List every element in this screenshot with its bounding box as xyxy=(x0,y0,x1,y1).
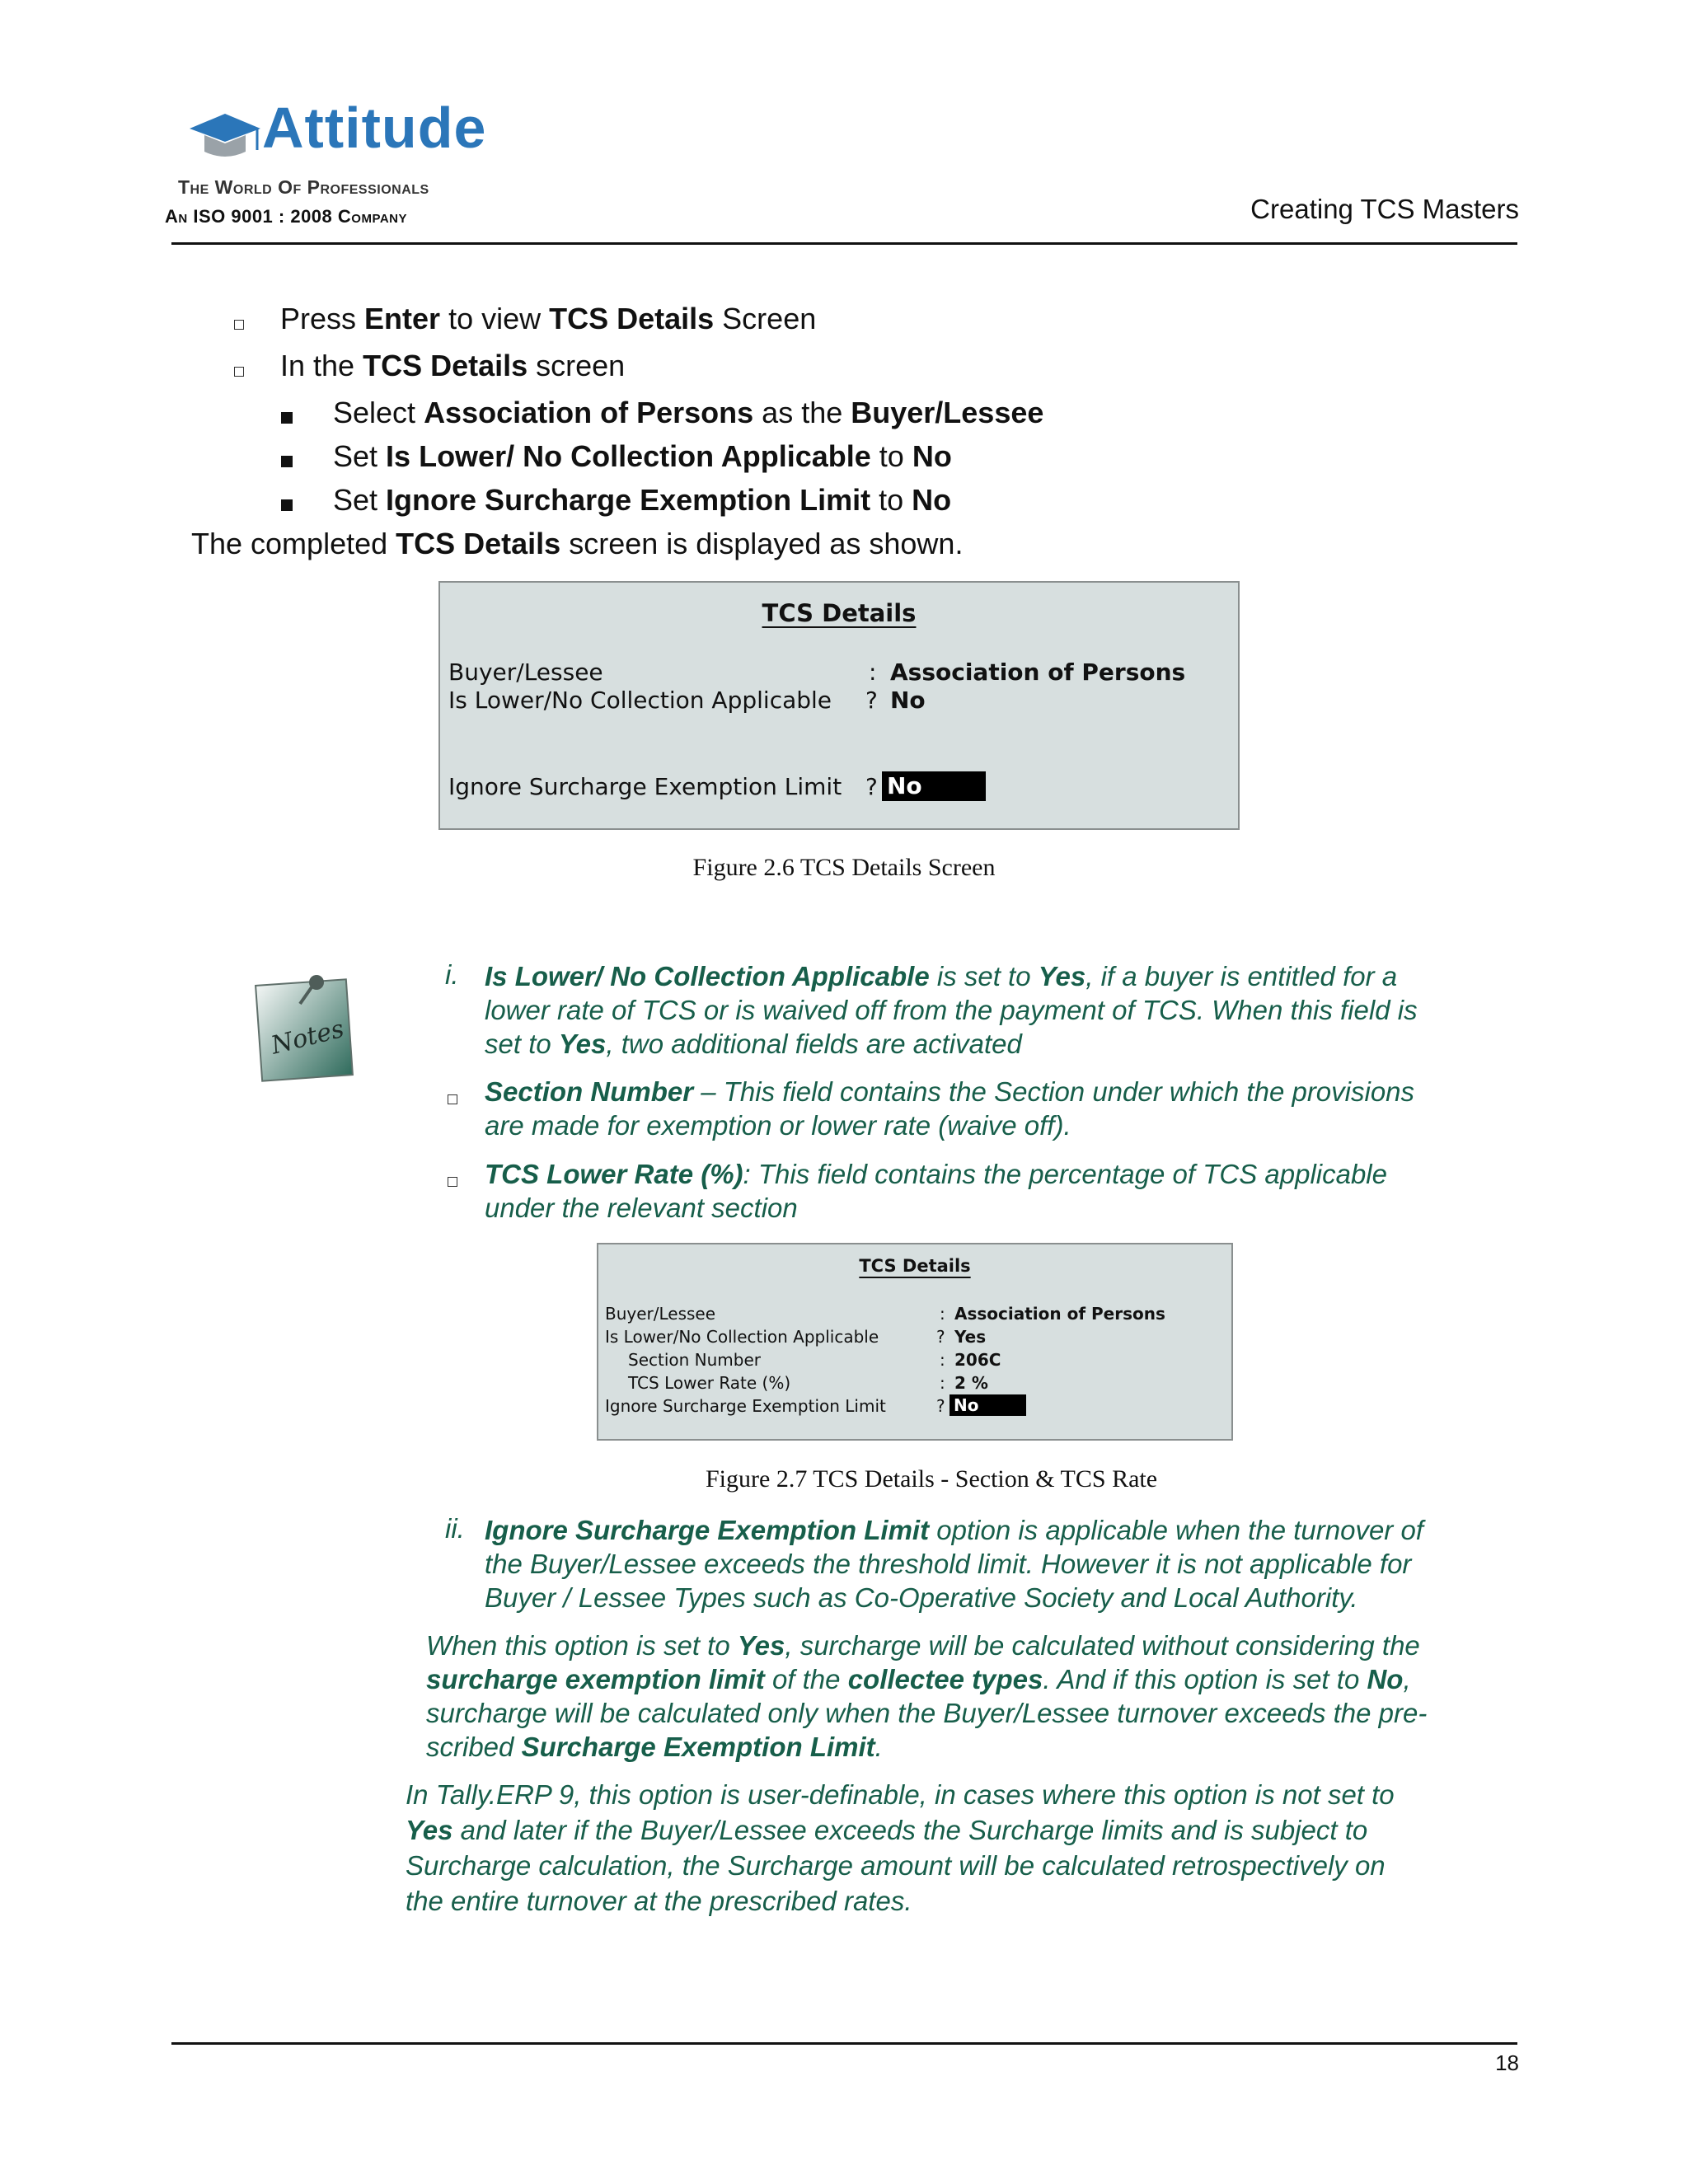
screen-title: TCS Details xyxy=(859,1256,971,1276)
solid-bullet-icon xyxy=(281,499,293,511)
substep-set-ignore-surcharge: Set Ignore Surcharge Exemption Limit to No xyxy=(333,483,952,517)
figure-caption: Figure 2.7 TCS Details - Section & TCS Rate xyxy=(706,1465,1158,1493)
field-separator: : xyxy=(940,1373,945,1393)
header-divider xyxy=(171,242,1517,245)
logo-certification: An ISO 9001 : 2008 Company xyxy=(165,206,408,227)
step-press-enter: Press Enter to view TCS Details Screen xyxy=(280,302,817,335)
field-value-ignore-surcharge-selected[interactable]: No xyxy=(882,771,986,801)
field-value-lower-collection[interactable]: Yes xyxy=(954,1327,987,1347)
solid-bullet-icon xyxy=(281,412,293,424)
field-value-tcs-lower-rate[interactable]: 2 % xyxy=(954,1373,988,1393)
square-bullet-icon xyxy=(448,1177,457,1187)
page-number: 18 xyxy=(1495,2050,1519,2075)
page-heading: Creating TCS Masters xyxy=(1250,194,1519,224)
note-ignore-surcharge: Ignore Surcharge Exemption Limit option is applicable when the turnover of the Buyer/Lessee exceeds the threshold limit. However it is not applicable for Buyer / Lessee Types such as Co-Operative Society and Local Authority. xyxy=(485,1515,1423,1613)
field-separator: ? xyxy=(936,1396,945,1416)
substep-set-lower-collection: Set Is Lower/ No Collection Applicable to No xyxy=(333,439,952,473)
field-value-lower-collection[interactable]: No xyxy=(890,687,926,714)
svg-text:Notes: Notes xyxy=(268,1014,347,1061)
field-separator: : xyxy=(940,1304,945,1324)
field-label-lower-collection: Is Lower/No Collection Applicable xyxy=(605,1327,879,1347)
note-surcharge-calculation: When this option is set to Yes, surcharge will be calculated without considering the surcharge exemption limit of the collectee types. And if this option is set to No, surcharge will be calculated only when the Buyer/Lessee turnover exceeds the pre- scribed Surcharge Exemption Limit. xyxy=(426,1630,1428,1762)
field-label-buyer-lessee: Buyer/Lessee xyxy=(448,658,603,686)
field-label-buyer-lessee: Buyer/Lessee xyxy=(605,1304,716,1324)
note-tally-erp: In Tally.ERP 9, this option is user-definable, in cases where this option is not set to Yes and later if the Buyer/Lessee exceeds the Surcharge limits and is subject to Surcharge calculation, the Surcharge amount will be calculated retrospectively on the entire turnover at the prescribed rates. xyxy=(406,1779,1395,1916)
field-separator: ? xyxy=(865,687,878,714)
completed-screen-sentence: The completed TCS Details screen is displayed as shown. xyxy=(191,527,964,560)
square-bullet-icon xyxy=(448,1094,457,1104)
field-label-ignore-surcharge: Ignore Surcharge Exemption Limit xyxy=(448,773,842,800)
field-separator: ? xyxy=(936,1327,945,1347)
field-value-buyer-lessee[interactable]: Association of Persons xyxy=(890,658,1186,686)
square-bullet-icon xyxy=(234,367,244,377)
graduation-cap-icon xyxy=(188,107,262,165)
solid-bullet-icon xyxy=(281,456,293,467)
field-value-ignore-surcharge-selected[interactable]: No xyxy=(950,1394,1026,1416)
screen-title: TCS Details xyxy=(762,599,917,627)
logo-wordmark: Attitude xyxy=(262,96,487,160)
field-label-section-number: Section Number xyxy=(628,1350,762,1370)
field-separator: : xyxy=(869,658,877,686)
field-label-tcs-lower-rate: TCS Lower Rate (%) xyxy=(628,1373,791,1393)
field-separator: ? xyxy=(865,773,878,800)
field-label-ignore-surcharge: Ignore Surcharge Exemption Limit xyxy=(605,1396,886,1416)
note-number: ii. xyxy=(445,1513,465,1544)
note-number: i. xyxy=(445,959,459,990)
notes-icon xyxy=(252,971,359,1086)
field-separator: : xyxy=(940,1350,945,1370)
square-bullet-icon xyxy=(234,320,244,330)
tcs-details-section-rate-screen xyxy=(597,1243,1233,1441)
figure-caption: Figure 2.6 TCS Details Screen xyxy=(692,854,996,881)
tcs-details-screen xyxy=(438,581,1240,830)
footer-divider xyxy=(171,2042,1517,2045)
step-in-tcs-details: In the TCS Details screen xyxy=(280,349,626,382)
note-section-number: Section Number – This field contains the Section under which the provisions are made for exemption or lower rate (waive off). xyxy=(485,1076,1415,1141)
field-value-buyer-lessee[interactable]: Association of Persons xyxy=(954,1304,1165,1324)
logo-tagline: The World Of Professionals xyxy=(178,176,429,198)
note-lower-collection: Is Lower/ No Collection Applicable is set to Yes, if a buyer is entitled for a lower rate of TCS or is waived off from the payment of TCS. When this field is set to Yes, two additional fields are activated xyxy=(485,961,1418,1059)
field-label-lower-collection: Is Lower/No Collection Applicable xyxy=(448,687,832,714)
substep-select-buyer: Select Association of Persons as the Buyer/Lessee xyxy=(333,396,1044,429)
field-value-section-number[interactable]: 206C xyxy=(954,1350,1001,1370)
note-tcs-lower-rate: TCS Lower Rate (%): This field contains the percentage of TCS applicable under the relevant section xyxy=(485,1159,1387,1223)
